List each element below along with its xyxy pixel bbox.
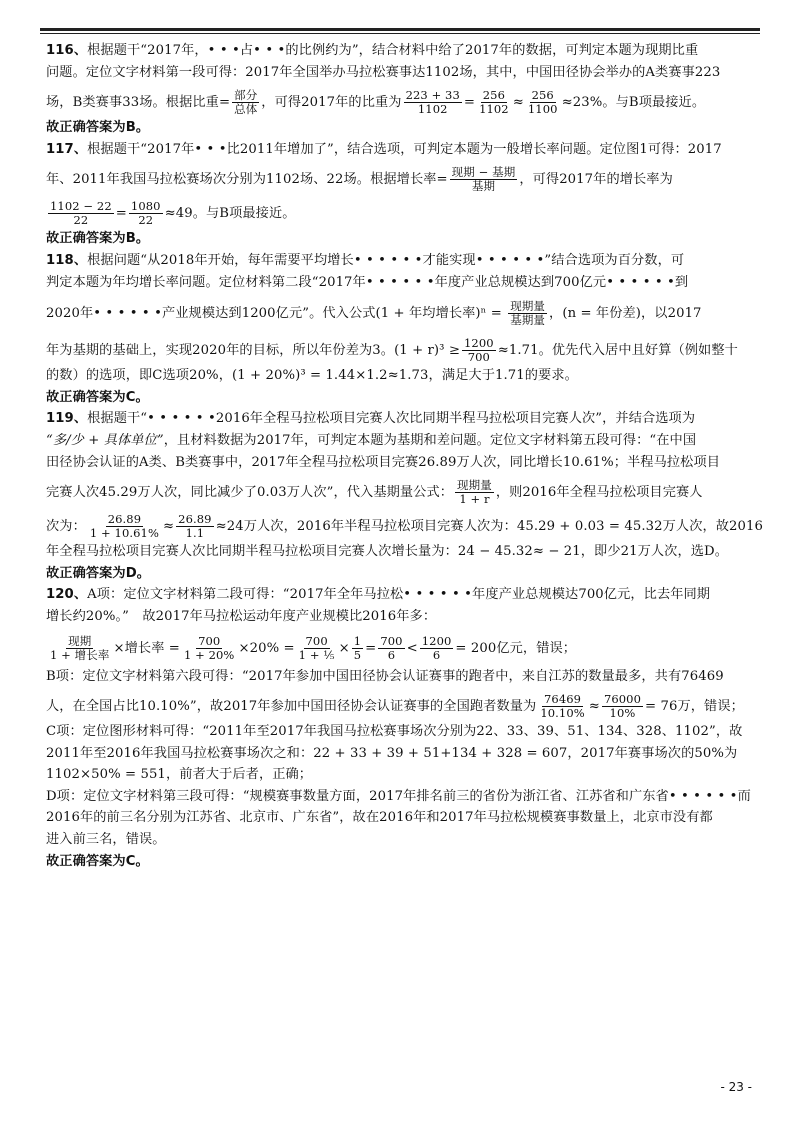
q119-frac-2 <box>176 513 213 540</box>
frac-den: 总体 <box>234 102 258 117</box>
q119-text-2a: “多/少 + 具体单位” <box>46 432 164 448</box>
q120-text-2a: 增长约 <box>46 608 86 624</box>
q120-d-line-2 <box>46 807 758 829</box>
q120-line-2 <box>46 606 758 628</box>
q119-text-6a: 年全程马拉松项目完赛人次比同期半程马拉松项目完赛人次增长量为： <box>46 544 458 560</box>
q120-c-text-3b: ，前者大于后者，正确； <box>165 767 313 783</box>
q117-text-2a: 年、2011年我国马拉松赛场次分别为1102场、22场。根据增长率 <box>46 172 437 188</box>
q119-text-4b: ，则2016年全程马拉松项目完赛人 <box>495 485 703 501</box>
q116-text-3a: 场，B类赛事33场。根据比重 <box>46 95 219 111</box>
q117-frac-1 <box>48 200 114 227</box>
q118-text-5b: ，满足大于1.71的要求。 <box>428 368 578 384</box>
frac-num: 76469 <box>544 692 582 707</box>
frac-num: 26.89 <box>178 512 212 527</box>
q120-text-2b: 。” 故2017年马拉松运动年度产业规模比2016年多： <box>115 608 437 624</box>
frac-num: 现期 <box>68 633 92 648</box>
q119-line-2 <box>46 430 758 452</box>
q120-frac-1 <box>48 635 111 662</box>
frac-den: 1 + 10.61% <box>89 526 159 541</box>
q120-c-line-1 <box>46 721 758 743</box>
avg-growth-formula-rhs <box>508 300 547 327</box>
q119-frac-1 <box>88 513 161 540</box>
q117-number: 117、 <box>46 141 88 157</box>
q119-text-5b: 万人次，2016年半程马拉松项目完赛人次为： <box>243 519 517 535</box>
q120-lt: < <box>406 640 418 656</box>
frac-num: 现期量 <box>510 299 546 314</box>
q120-c-line-2 <box>46 743 758 765</box>
q120-times-pct: ×20% = <box>238 640 295 656</box>
q120-line-1 <box>46 584 758 606</box>
q120-times: × <box>338 640 350 656</box>
q120-eq200: = 200 <box>455 640 497 656</box>
q116-answer: 故正确答案为B。 <box>46 120 150 136</box>
q120-pct: 20% <box>85 608 116 624</box>
q120-number: 120、 <box>46 587 88 603</box>
q120-b-line-2: 人，在全国占比10.10%”，故2017年参加中国田径协会认证赛事的全国跑者数量为 $\frac{76469}{10.10\%}$ ≈ $\frac{76000}{10\%}$ = 76万，错误； <box>46 692 744 721</box>
q116-frac-1 <box>404 89 462 116</box>
q117-text-2b: ，可得2017年的增长率为 <box>519 172 673 188</box>
q119-text-3b: ；半程马拉松项目 <box>613 454 721 470</box>
q120-unit-wrong: 亿元，错误； <box>496 640 577 656</box>
q116-frac-2 <box>477 89 511 116</box>
q118-line-4 <box>46 331 758 365</box>
header-rule-thin <box>40 33 760 34</box>
q120-d-text-2: 2016年的前三名分别为江苏省、北京市、广东省”，故在2016年和2017年马拉松规模赛事数量上，北京市没有都 <box>46 810 713 826</box>
q118-pct: 20% <box>189 368 219 384</box>
frac-num: 700 <box>305 633 328 648</box>
frac-den: 6 <box>387 647 396 662</box>
q118-line-3: 2020年• • • • • •产业规模达到1200亿元”。代入公式(1 + 年均增长率)ⁿ = $\frac{\text{现期量}}{\text{基期量}}$ ，(n = 年份差)，以2017 <box>46 299 702 328</box>
q116-text-2: 问题。定位文字材料第一段可得：2017年全国举办马拉松赛事达1102场，其中，中国田径协会举办的A类赛事223 <box>46 64 721 80</box>
q119-text-5a: 次为： <box>46 519 86 535</box>
q119-text-1: 根据题干“• • • • • •2016年全程马拉松项目完赛人次比同期半程马拉松项目完赛人次”，并结合选项为 <box>87 411 696 427</box>
q119-text-2b: ，且材料数据为2017年，可判定本题为基期和差问题。定位文字材料第五段可得：“在中国 <box>163 432 697 448</box>
frac-den: 基期 <box>471 179 496 194</box>
q120-c-sum: 22 + 33 + 39 + 51+134 + 328 = 607 <box>313 745 568 761</box>
q116-approx: ≈23% <box>561 95 603 111</box>
q120-frac-6 <box>420 635 454 662</box>
frac-den: 22 <box>138 213 154 228</box>
answer-explanations <box>46 40 764 872</box>
frac-num: 700 <box>380 633 403 648</box>
q118-calc: ，(1 + 20%)³ = 1.44×1.2≈1.73 <box>218 368 429 384</box>
frac-den: 1 + 20% <box>183 647 235 662</box>
q117-text-3c: 。与B项最接近。 <box>192 206 296 222</box>
q119-answer: 故正确答案为D。 <box>46 565 151 581</box>
q118-line-2 <box>46 272 758 294</box>
q116-text-1: 根据题干“2017年，• • •占• • •的比例约为”，结合材料中给了2017年的数据，可判定本题为现期比重 <box>87 43 699 58</box>
q118-text-3b: ，以2017 <box>641 306 702 322</box>
avg-growth-formula-lhs: (1 + 年均增长率)ⁿ <box>375 306 487 322</box>
q120-line-3 <box>46 628 758 666</box>
page-number: - 23 - <box>720 1080 752 1094</box>
q120-answer: 故正确答案为C。 <box>46 853 149 869</box>
frac-den: 1 + ⅕ <box>298 647 335 662</box>
q116-text-3b: ，可得2017年的比重为 <box>261 95 402 111</box>
q117-line-2: 年、2011年我国马拉松赛场次分别为1102场、22场。根据增长率= $\frac{\text{现期 − 基期}}{\text{基期}}$ ，可得2017年的增长率为 <box>46 165 673 194</box>
frac-num: 700 <box>198 633 221 648</box>
q120-c-text-2a: 2011年至2016年我国马拉松赛事场次之和： <box>46 745 314 761</box>
frac-den: 22 <box>73 213 89 228</box>
frac-den: 基期量 <box>510 313 546 328</box>
q120-b-frac-1 <box>538 693 586 720</box>
q120-d-text-1: D项：定位文字材料第三段可得：“规模赛事数量方面，2017年排名前三的省份为浙江省、江苏省和广东省• • • • • •而 <box>46 788 751 804</box>
q120-frac-4 <box>352 635 363 662</box>
q118-text-4a: 年为基期的基础上，实现2020年的目标，所以年份差为3。 <box>46 343 395 359</box>
ratio-formula <box>232 89 259 116</box>
frac-num: 1080 <box>130 199 161 214</box>
frac-den: 1.1 <box>185 526 205 541</box>
q119-line-4 <box>46 473 758 507</box>
frac-num: 部分 <box>234 88 258 103</box>
q119-line-5: 次为： $\frac{26.89}{1 + 10.61\%}$ ≈ $\frac{26.89}{1.1}$ ≈24万人次，2016年半程马拉松项目完赛人次为：45.29 + 0.03 = 45.32万人次，故2016 <box>46 512 764 541</box>
frac-den: 1 + 增长率 <box>50 647 110 662</box>
q120-b-line-1 <box>46 666 758 688</box>
base-period-formula <box>455 479 494 506</box>
q118-frac-1 <box>462 337 496 364</box>
q117-line-1 <box>46 139 758 161</box>
q120-c-pct: 50% <box>694 745 724 761</box>
q120-d-line-1 <box>46 786 758 808</box>
q118-text-5a: 的数）的选项，即C选项 <box>46 368 190 384</box>
frac-num: 223 + 33 <box>405 88 460 103</box>
q120-c-text-2c: 为 <box>724 745 738 761</box>
q118-inequality: (1 + r)³ ≥ <box>394 343 461 359</box>
q119-line-1 <box>46 408 758 430</box>
q117-text-1: 根据题干“2017年• • •比2011年增加了”，结合选项，可判定本题为一般增长率问题。定位图1可得：2017 <box>87 141 722 157</box>
q120-frac-3 <box>297 635 337 662</box>
q120-b-text-2b: ”，故2017年参加中国田径协会认证赛事的全国跑者数量为 <box>189 699 537 715</box>
q120-b-pct: 10.10% <box>139 699 190 715</box>
frac-den: 1102 <box>479 102 509 117</box>
q119-calc2: 24 − 45.32≈ − 21 <box>457 544 581 560</box>
q116-number: 116、 <box>46 43 88 58</box>
q119-line-6 <box>46 541 758 563</box>
q120-b-frac-2 <box>602 693 643 720</box>
q120-times-rate: ×增长率 = <box>113 640 180 656</box>
frac-num: 256 <box>482 88 506 103</box>
frac-num: 26.89 <box>107 512 142 527</box>
q120-b-text-1: B项：定位文字材料第六段可得：“2017年参加中国田径协会认证赛事的跑者中，来自江苏的数量最多，共有76469 <box>46 668 724 684</box>
q120-c-line-3 <box>46 764 758 786</box>
q119-calc1: 45.29 + 0.03 = 45.32 <box>516 519 663 535</box>
frac-den: 10.10% <box>540 706 585 721</box>
frac-den: 1100 <box>527 102 558 117</box>
q120-c-text-1: C项：定位图形材料可得：“2011年至2017年我国马拉松赛事场次分别为22、33、39、51、134、328、1102”，故 <box>46 724 743 740</box>
q119-approx: ≈24 <box>215 519 244 535</box>
q120-b-text-2c: 万，错误； <box>677 699 744 715</box>
q119-line-3 <box>46 452 758 474</box>
q118-approx: ≈1.71 <box>497 343 539 359</box>
q118-answer: 故正确答案为C。 <box>46 389 149 405</box>
q119-number: 119、 <box>46 411 88 427</box>
header-rule-thick <box>40 28 760 31</box>
q116-line-1 <box>46 40 758 62</box>
q116-frac-3 <box>526 89 560 116</box>
frac-den: 5 <box>353 647 362 662</box>
q118-text-2: 判定本题为年均增长率问题。定位材料第二段“2017年• • • • • •年度产业总规模达到700亿元• • • • • •到 <box>46 274 689 290</box>
q120-c-calc: 1102×50% = 551 <box>46 767 166 783</box>
q116-text-3c: 。与B项最接近。 <box>602 95 706 111</box>
q120-frac-5 <box>378 635 404 662</box>
frac-den: 6 <box>432 647 441 662</box>
q118-text-1: 根据问题“从2018年开始，每年需要平均增长• • • • • •才能实现• • • • • •”结合选项为百分数，可 <box>87 252 685 268</box>
q117-answer: 故正确答案为B。 <box>46 231 150 247</box>
q120-text-1: A项：定位文字材料第二段可得：“2017年全年马拉松• • • • • •年度产业总规模达700亿元，比去年同期 <box>87 587 711 603</box>
q119-text-5c: 万人次，故2016 <box>662 519 764 535</box>
q119-text-3a: 田径协会认证的A类、B类赛事中，2017年全程马拉松项目完赛26.89万人次，同比增长 <box>46 454 563 470</box>
q120-frac-2 <box>182 635 237 662</box>
q118-line-1 <box>46 250 758 272</box>
frac-num: 现期 − 基期 <box>451 165 516 180</box>
frac-num: 1200 <box>421 633 452 648</box>
frac-num: 256 <box>531 88 554 103</box>
frac-den: 1102 <box>417 102 448 117</box>
q116-line-2 <box>46 62 758 84</box>
frac-num: 76000 <box>603 692 642 707</box>
q120-b-text-2a: 人，在全国占比 <box>46 699 140 715</box>
q120-b-eq: = 76 <box>645 699 678 715</box>
frac-num: 现期量 <box>457 478 492 493</box>
frac-den: 1 + r <box>459 492 490 507</box>
q120-d-text-3: 进入前三名，错误。 <box>46 832 166 848</box>
q118-text-3a: 2020年• • • • • •产业规模达到1200亿元”。代入公式 <box>46 306 376 322</box>
frac-den: 700 <box>467 350 490 365</box>
q120-c-text-2b: ，2017年赛事场次的 <box>567 745 695 761</box>
avg-growth-formula-tail: ，(n = 年份差) <box>549 306 642 322</box>
frac-num: 1102 − 22 <box>50 199 112 214</box>
q116-line-3: 场，B类赛事33场。根据比重= $\frac{\text{部分}}{\text{总体}}$ ，可得2017年的比重为 $\frac{223 + 33}{1102}$ = $\frac{256}{1102}$ ≈ $\frac{256}{1100}$ ≈23%。与B项最接近。 <box>46 88 706 117</box>
q120-eq: = <box>365 640 377 656</box>
q118-line-5 <box>46 365 758 387</box>
frac-num: 1 <box>353 633 362 648</box>
frac-den: 10% <box>609 706 636 721</box>
q117-approx: ≈49 <box>164 206 193 222</box>
q119-pct1: 10.61% <box>562 454 614 470</box>
growth-rate-formula <box>450 166 518 193</box>
q119-text-4a: 完赛人次45.29万人次，同比减少了0.03万人次”，代入基期量公式： <box>46 485 454 501</box>
q119-text-6b: ，即少21万人次，选D。 <box>580 544 729 560</box>
q118-number: 118、 <box>46 252 88 268</box>
q117-frac-2 <box>129 200 163 227</box>
q118-text-4b: 。优先代入居中且好算（例如整十 <box>538 343 738 359</box>
frac-num: 1200 <box>464 336 494 351</box>
q117-line-3: $\frac{1102 - 22}{22}$ = $\frac{1080}{22}$ ≈49。与B项最接近。 <box>50 199 296 228</box>
q120-d-line-3 <box>46 829 758 851</box>
